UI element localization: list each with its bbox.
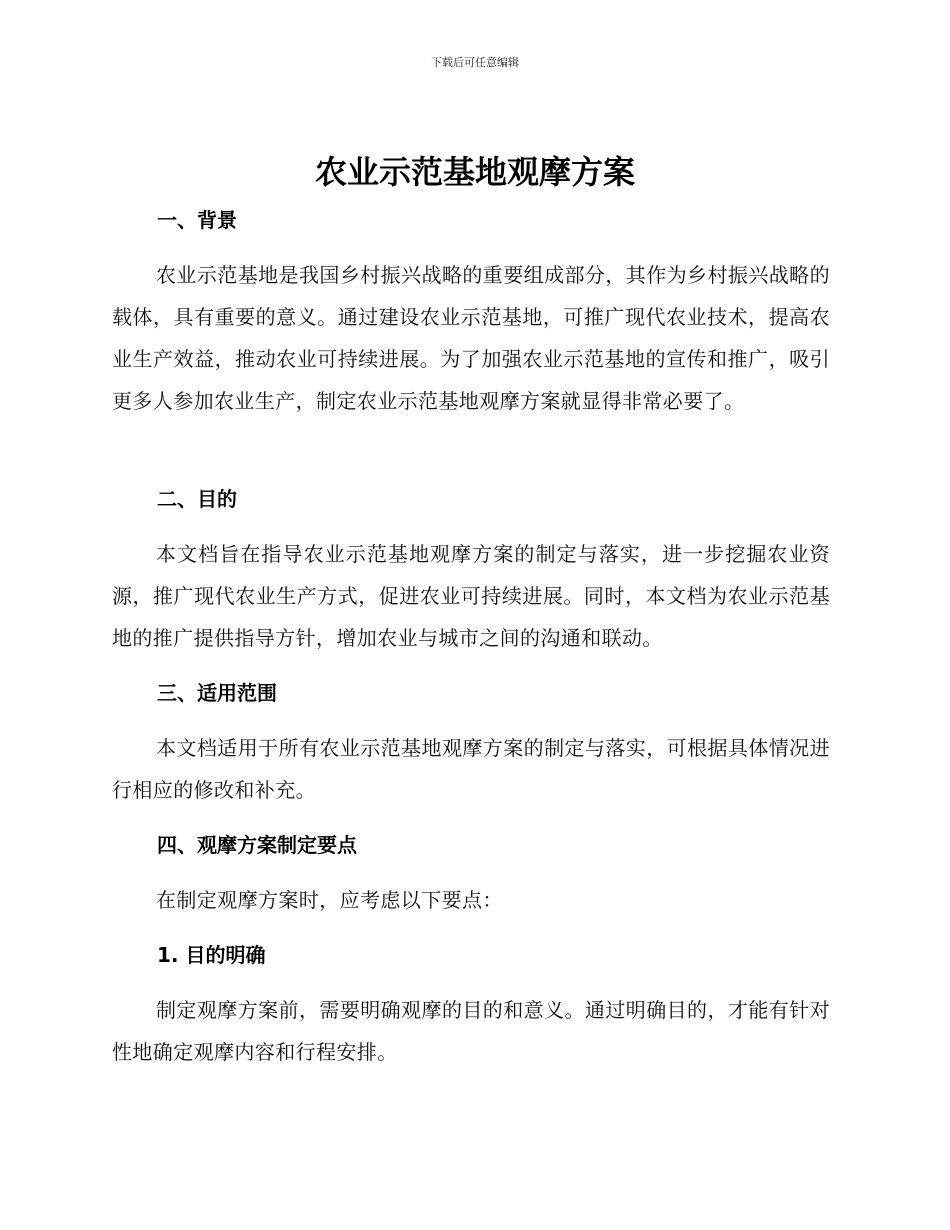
- subsection-heading-clear-purpose: 1. 目的明确: [157, 943, 266, 967]
- section-heading-background: 一、背景: [157, 208, 237, 232]
- section-body-background: 农业示范基地是我国乡村振兴战略的重要组成部分，其作为乡村振兴战略的载体，具有重要的意义。通过建设农业示范基地，可推广现代农业技术，提高农业生产效益，推动农业可持续进展。为了加强农业示范基地的宣传和推广，吸引更多人参加农业生产，制定农业示范基地观摩方案就显得非常必要了。: [112, 263, 830, 413]
- section-heading-key-points: 四、观摩方案制定要点: [157, 833, 357, 857]
- section-heading-purpose: 二、目的: [157, 487, 237, 511]
- section-heading-scope: 三、适用范围: [157, 681, 277, 705]
- section-body-purpose: 本文档旨在指导农业示范基地观摩方案的制定与落实，进一步挖掘农业资源，推广现代农业生产方式，促进农业可持续进展。同时，本文档为农业示范基地的推广提供指导方针，增加农业与城市之间的沟通和联动。: [112, 542, 830, 650]
- subsection-body-clear-purpose: 制定观摩方案前，需要明确观摩的目的和意义。通过明确目的，才能有针对性地确定观摩内容和行程安排。: [112, 998, 830, 1064]
- header-note: 下载后可任意编辑: [431, 56, 519, 69]
- section-body-scope: 本文档适用于所有农业示范基地观摩方案的制定与落实，可根据具体情况进行相应的修改和补充。: [112, 736, 830, 802]
- document-title: 农业示范基地观摩方案: [314, 153, 635, 191]
- section-body-key-points: 在制定观摩方案时，应考虑以下要点：: [156, 888, 503, 912]
